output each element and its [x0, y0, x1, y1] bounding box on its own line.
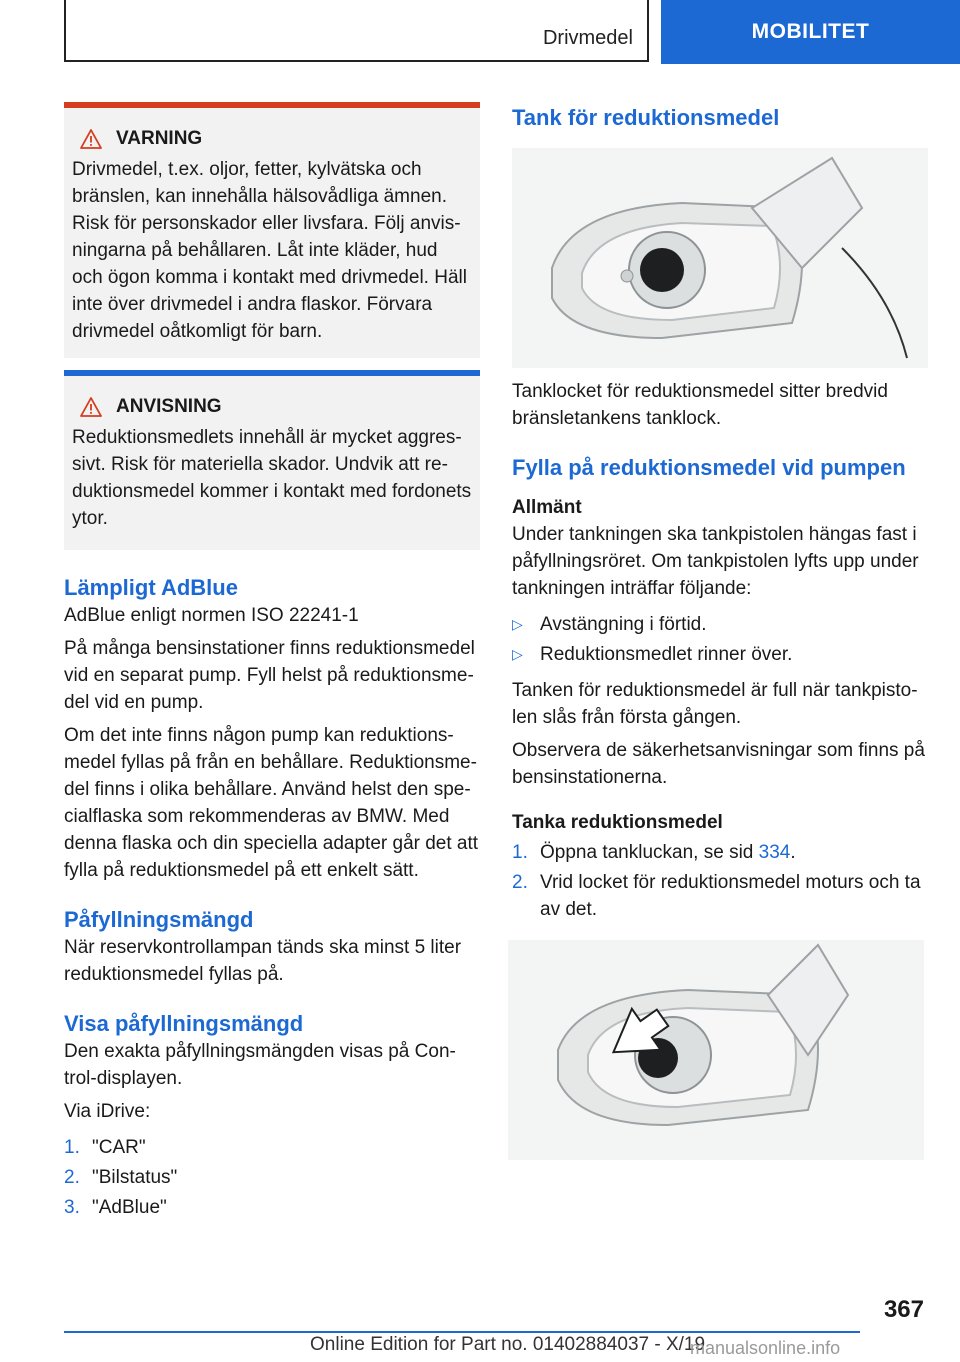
photo-tank-cap: [512, 148, 928, 368]
paragraph-show-fill-amount: Den exakta påfyllningsmängden visas på Control-displayen.: [64, 1041, 456, 1089]
notice-box: [64, 370, 480, 550]
subheading-refuel: Tanka reduktionsmedel: [512, 812, 723, 833]
heading-show-fill-amount: Visa påfyllningsmängd: [64, 1011, 304, 1036]
paragraph-tank-location: Tanklocket för reduktionsmedel sitter bredvid bränsletankens tanklock.: [512, 381, 888, 429]
heading-suitable-adblue: Lämpligt AdBlue: [64, 575, 238, 600]
notice-triangle-icon: [80, 397, 102, 417]
step-text: "CAR": [92, 1137, 146, 1158]
header-section-title: Drivmedel: [542, 27, 633, 49]
footer-edition: Online Edition for Part no. 01402884037 - X/19: [310, 1334, 706, 1355]
step-number: 1.: [64, 1137, 80, 1158]
watermark: manualsonline.info: [690, 1338, 841, 1358]
step-number: 1.: [512, 842, 528, 863]
notice-title: ANVISNING: [116, 396, 222, 417]
paragraph-norm: AdBlue enligt normen ISO 22241-1: [64, 605, 359, 626]
cap-rotation-illustration: [508, 940, 924, 1160]
photo-cap-rotation: [508, 940, 924, 1160]
notice-title-row: [80, 396, 472, 418]
heading-fill-at-pump: Fylla på reduktionsmedel vid pumpen: [512, 455, 906, 480]
page-link[interactable]: 334: [758, 842, 791, 863]
step-text: Vrid locket för reduktionsmedel moturs och ta av det.: [540, 872, 921, 920]
list-item: [64, 1194, 480, 1221]
step-text: "AdBlue": [92, 1197, 167, 1218]
step-text-end: .: [790, 842, 796, 863]
header-section-box: [64, 0, 649, 62]
heading-reductant-tank: Tank för reduktionsmedel: [512, 105, 780, 130]
bullet-text: Avstängning i förtid.: [540, 614, 707, 635]
paragraph-general: Under tankningen ska tankpistolen hängas fast i påfyllningsröret. Om tankpistolen lyfts upp under tankningen inträffar följande:: [512, 524, 919, 599]
left-column: [64, 102, 480, 1224]
right-column: [512, 102, 928, 1160]
warning-box: [64, 102, 480, 358]
paragraph-fill-amount: När reservkontrollampan tänds ska minst 5 liter reduktionsmedel fyllas på.: [64, 937, 462, 985]
heading-fill-amount: Påfyllningsmängd: [64, 907, 254, 932]
bullet-triangle-icon: ▷: [512, 616, 523, 632]
step-text: "Bilstatus": [92, 1167, 178, 1188]
paragraph-observe: Observera de säkerhetsanvisningar som finns på bensinstationerna.: [512, 740, 925, 788]
bullet-text: Reduktionsmedlet rinner över.: [540, 644, 793, 665]
step-number: 2.: [64, 1167, 80, 1188]
list-item: [512, 839, 928, 866]
list-item: [512, 869, 928, 923]
paragraph-tank-full: Tanken för reduktionsmedel är full när tankpistolen slås från första gången.: [512, 680, 918, 728]
warning-triangle-icon: [80, 129, 102, 149]
paragraph-no-pump: Om det inte finns någon pump kan reduktionsmedel fyllas på från en behållare. Reduktionsmedel finns i olika behållare. Använd helst den specialflaska som rekommenderas av BMW. Med denna flaska och din speciella adapter går det att fylla på reduktionsmedel på ett enkelt sätt.: [64, 725, 479, 881]
header-chapter-tab: MOBILITET: [661, 0, 960, 64]
list-item: [64, 1164, 480, 1191]
notice-text: Reduktionsmedlets innehåll är mycket aggressivt. Risk för materiella skador. Undvik att reduktionsmedel kommer i kontakt med fordonets ytor.: [72, 427, 472, 529]
tank-cap-illustration: [512, 148, 928, 368]
step-text-main: Öppna tankluckan, se sid: [540, 842, 759, 863]
warning-title-row: [80, 128, 472, 150]
warning-title: VARNING: [116, 128, 203, 149]
paragraph-stations: På många bensinstationer finns reduktionsmedel vid en separat pump. Fyll helst på reduktionsmedel vid en pump.: [64, 638, 475, 713]
step-number: 3.: [64, 1197, 80, 1218]
list-item: [512, 641, 928, 668]
subheading-general: Allmänt: [512, 497, 582, 518]
footer-rule: [64, 1331, 860, 1333]
page-number: 367: [883, 1296, 924, 1323]
step-number: 2.: [512, 872, 528, 893]
paragraph-via-idrive: Via iDrive:: [64, 1101, 151, 1122]
list-item: [512, 611, 928, 638]
list-item: [64, 1134, 480, 1161]
warning-text: Drivmedel, t.ex. oljor, fetter, kylvätska och bränslen, kan innehålla hälsovådliga ämnen. Risk för personskador eller livsfara. Följ anvisningarna på behållaren. Låt inte kläder, hud och ögon komma i kontakt med drivmedel. Häll inte över drivmedel i andra flaskor. Förvara drivmedel oåtkomligt för barn.: [72, 159, 467, 342]
step-text: [540, 839, 796, 866]
bullet-triangle-icon: ▷: [512, 646, 523, 662]
